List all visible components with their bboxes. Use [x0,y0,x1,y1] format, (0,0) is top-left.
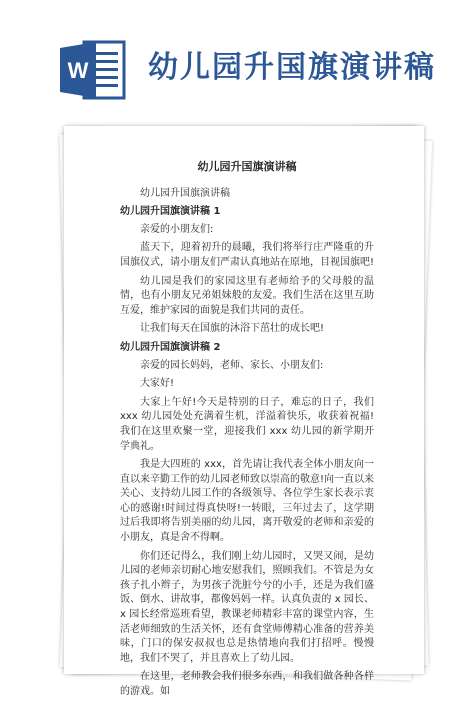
document-page [64,126,424,697]
paragraph: 你们还记得么，我们刚上幼儿园时，又哭又闹，是幼儿园的老师亲切耐心地安慰我们，照顾我们。不管是为女孩子扎小辫子，为男孩子洗脏兮兮的小手，还是为我们盛饭、倒水、讲故事，都像妈妈一样。认真负责的 x 园长、x 园长经常巡班看望，教课老师精彩丰富的课堂内容，生活老师细致的生活关怀，还有食堂师傅精心准备的营养美味，门口的保安叔叔也总是热情地向我们打招呼。慢慢地，我们不哭了，并且喜欢上了幼儿园。 [120,550,374,664]
document-title: 幼儿园升国旗演讲稿 [197,160,297,173]
section-heading: 幼儿园升国旗演讲稿 1 [120,206,221,218]
doc-banner [0,0,474,110]
document-preview [64,126,426,697]
word-icon-letter: W [67,58,89,83]
paragraph: 亲爱的小朋友们: [140,223,214,235]
document-content [120,160,374,704]
paragraph: 幼儿园升国旗演讲稿 [140,187,230,199]
paragraph: 幼儿园是我们的家园这里有老师给予的父母般的温情，也有小朋友兄弟姐妹般的友爱。我们生活在这里互助互爱，维护家园的面貌是我们共同的责任。 [120,275,374,316]
paragraph: 我是大四班的 xxx，首先请让我代表全体小朋友向一直以来辛勤工作的幼儿园老师致以崇高的敬意!向一直以来关心、支持幼儿园工作的各级领导、各位学生家长表示衷心的感谢!时间过得真快呀!一转眼，三年过去了，这学期过后我即将告别美丽的幼儿园，离开敬爱的老师和亲爱的小朋友，真是舍不得啊。 [120,459,375,544]
banner-title: 幼儿园升国旗演讲稿 [148,50,436,85]
document-body [120,187,374,700]
section-heading: 幼儿园升国旗演讲稿 2 [120,341,221,353]
paragraph: 在这里，老师教会我们很多东西，和我们做各种各样的游戏。如 [120,671,374,697]
paragraph: 大家上午好!今天是特别的日子，难忘的日子，我们 xxx 幼儿园处处充满着生机，洋溢着快乐，收获着祝福!我们在这里欢聚一堂，迎接我们 xxx 幼儿园的新学期开学典礼。 [120,396,374,452]
paragraph: 亲爱的园长妈妈，老师、家长、小朋友们: [140,359,324,371]
paragraph: 蓝天下，迎着初升的晨曦，我们将举行庄严隆重的升国旗仪式，请小朋友们严肃认真地站在原地，目视国旗吧! [120,242,375,268]
paragraph: 大家好! [140,378,175,390]
paragraph: 让我们每天在国旗的沐浴下茁壮的成长吧! [140,323,325,335]
word-document-icon [60,38,128,102]
